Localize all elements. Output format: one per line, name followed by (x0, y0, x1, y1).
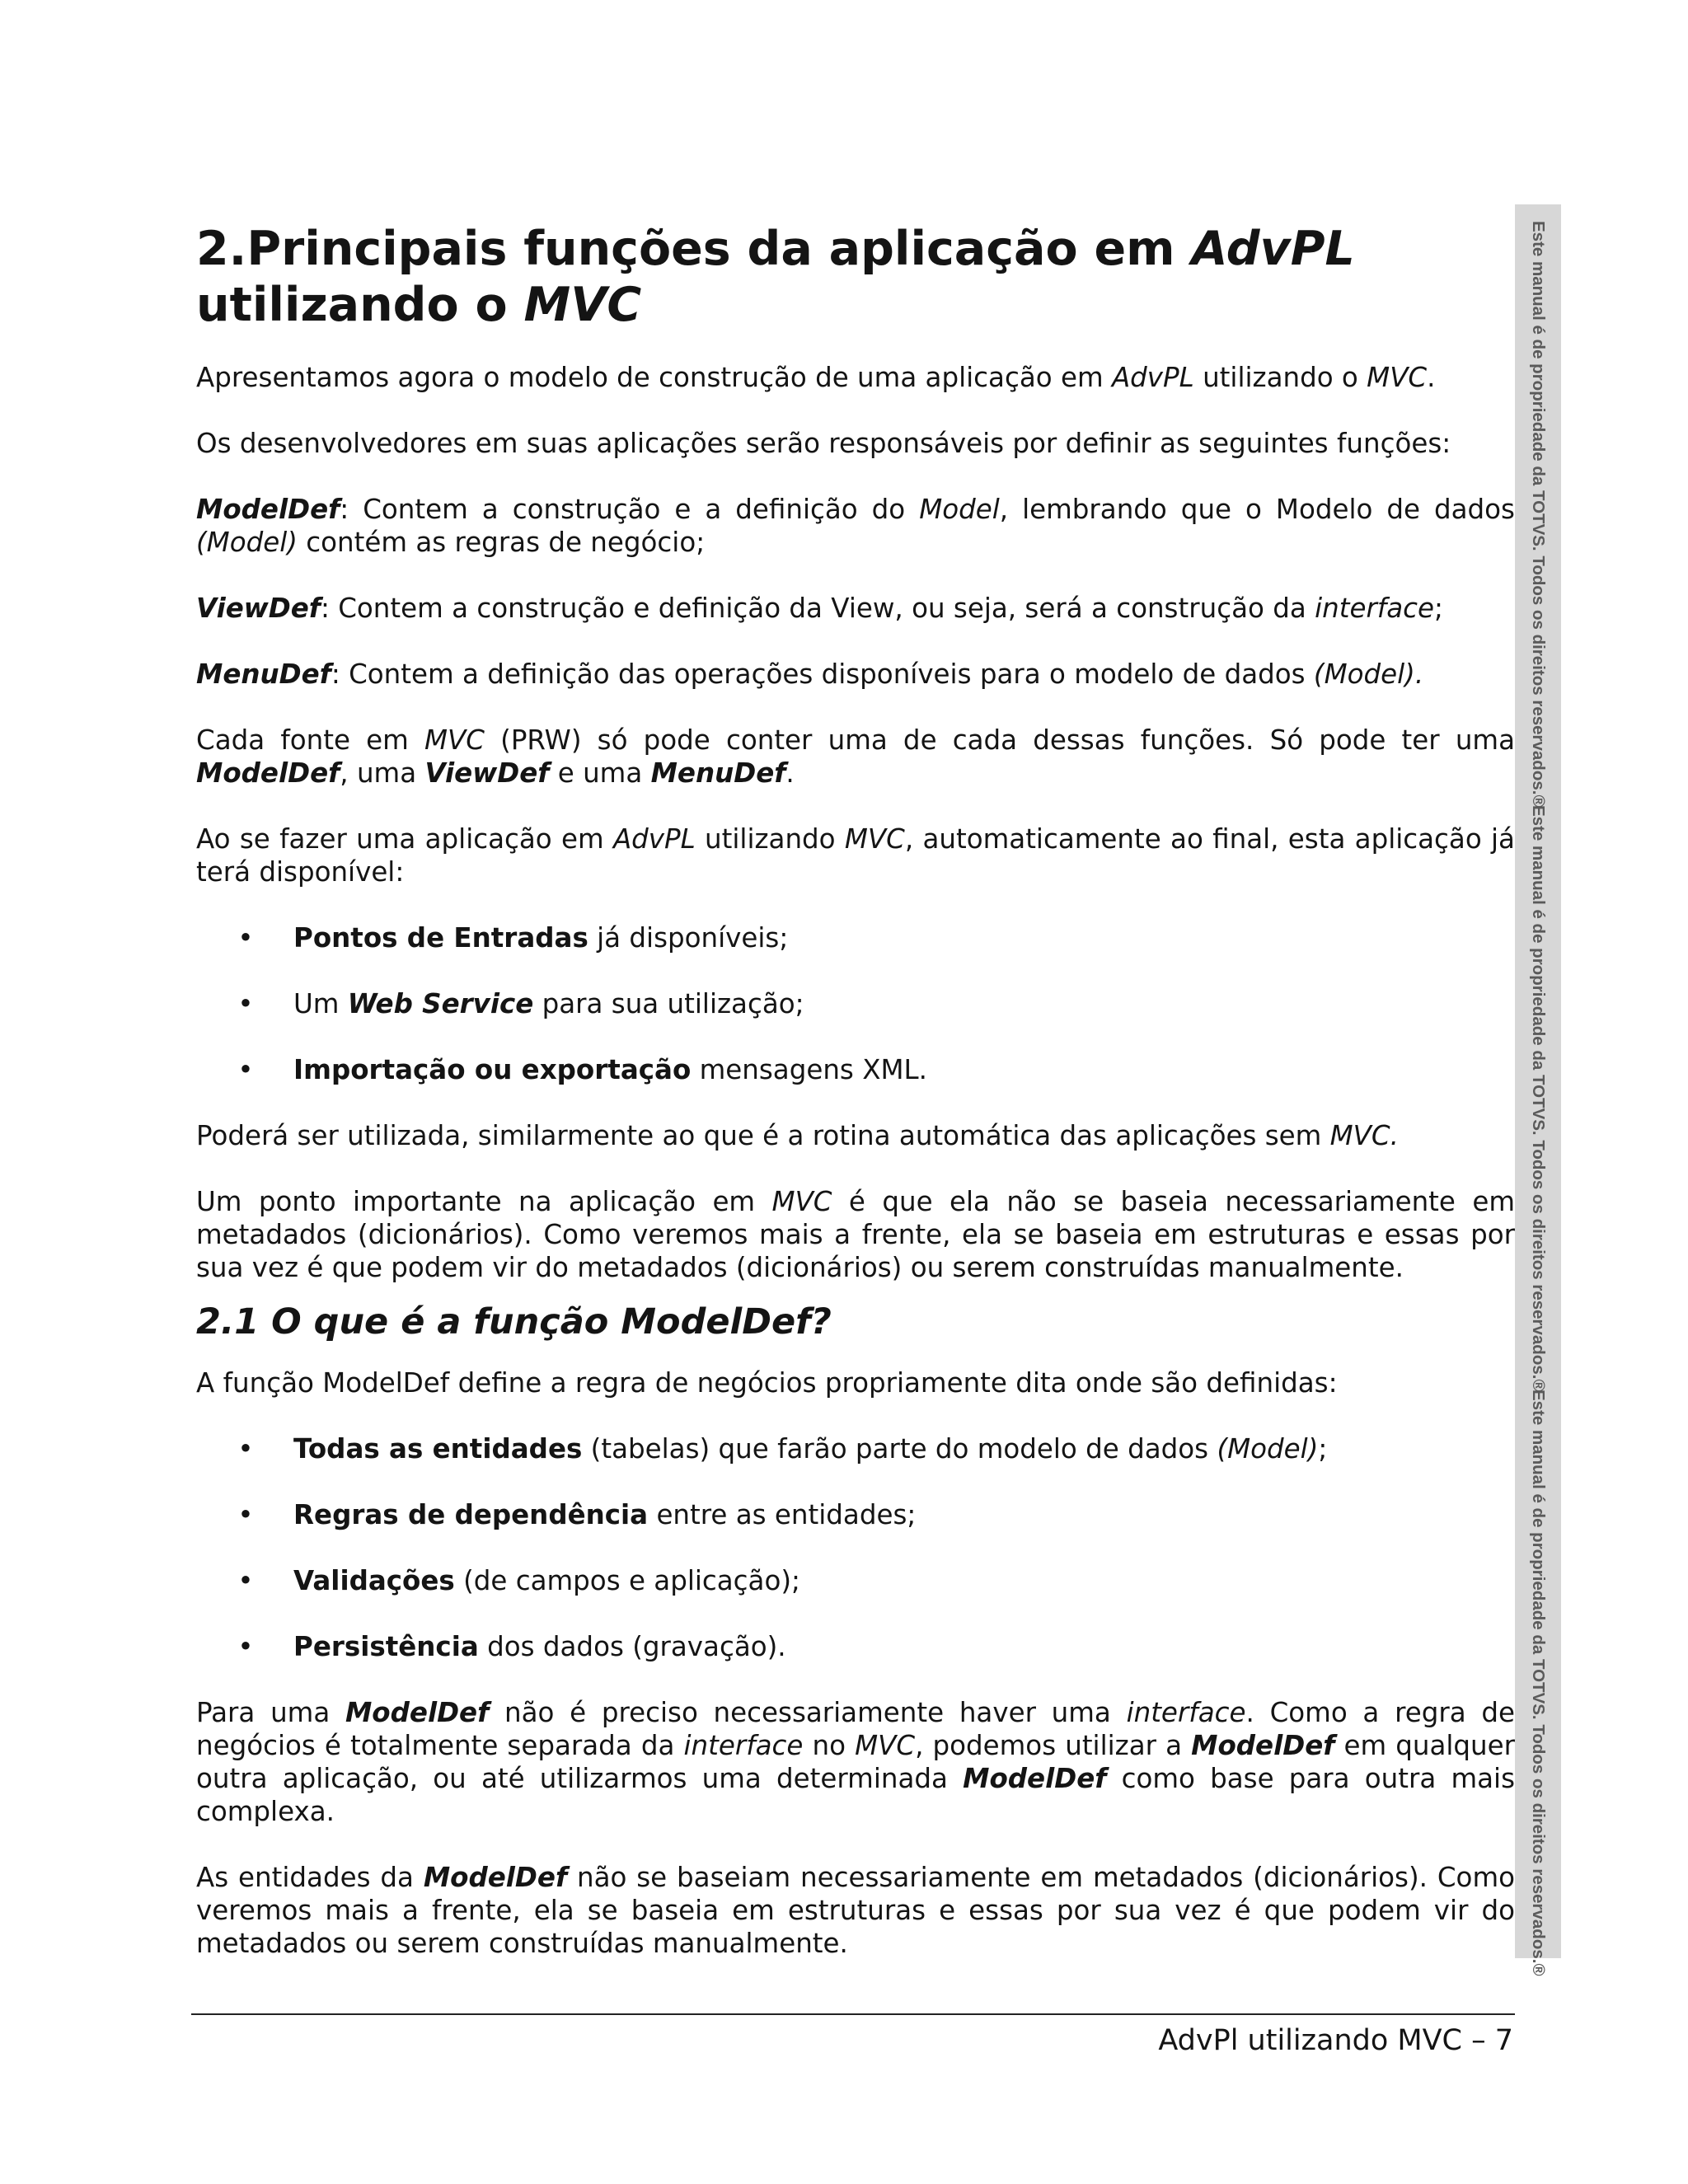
list-item: • Validações (de campos e aplicação); (237, 1565, 800, 1596)
sidebar-segment (1515, 204, 1561, 808)
copyright-notice: Este manual é de propriedade da TOTVS. Todos os direitos reservados.® (1529, 1390, 1548, 1976)
sidebar-segment (1515, 789, 1561, 1392)
page-content (196, 221, 1515, 1960)
list-item: • Regras de dependência entre as entidades; (237, 1499, 917, 1530)
bullet-icon: • (237, 922, 254, 954)
list-item: • Pontos de Entradas já disponíveis; (237, 922, 789, 954)
paragraph-cada-fonte: Cada fonte em MVC (PRW) só pode conter uma de cada dessas funções. Só pode ter uma ModelDef, uma ViewDef e uma MenuDef. (196, 724, 1516, 789)
paragraph-podera: Poderá ser utilizada, similarmente ao que é a rotina automática das aplicações sem MVC. (196, 1120, 1399, 1151)
list-item: • Persistência dos dados (gravação). (237, 1631, 786, 1662)
copyright-notice: Este manual é de propriedade da TOTVS. Todos os direitos reservados.® (1529, 221, 1548, 808)
sidebar-segment (1515, 1373, 1561, 1976)
paragraph-modeldef: ModelDef: Contem a construção e a definição do Model, lembrando que o Modelo de dados (Model) contém as regras de negócio; (196, 494, 1515, 558)
bullet-list-modeldef (196, 1432, 1515, 1663)
chapter-title: 2.Principais funções da aplicação em AdvPL utilizando o MVC (196, 222, 1355, 332)
paragraph-menudef: MenuDef: Contem a definição das operações disponíveis para o modelo de dados (Model). (196, 658, 1424, 690)
paragraph-para-uma: Para uma ModelDef não é preciso necessariamente haver uma interface. Como a regra de negócios é totalmente separada da interface no MVC, podemos utilizar a ModelDef em qualquer outra aplicação, ou até utilizarmos uma determinada ModelDef como base para outra mais complexa. (196, 1697, 1516, 1827)
paragraph-intro: Apresentamos agora o modelo de construção de uma aplicação em AdvPL utilizando o MVC. (196, 362, 1436, 393)
paragraph-entidades: As entidades da ModelDef não se baseiam necessariamente em metadados (dicionários). Como veremos mais a frente, ela se baseia em estruturas e essas por sua vez é que podem vir do metadados ou serem construídas manualmente. (196, 1862, 1515, 1959)
list-item: • Todas as entidades (tabelas) que farão parte do modelo de dados (Model); (237, 1433, 1328, 1465)
section-title: 2.1 O que é a função ModelDef? (196, 1301, 832, 1343)
copyright-notice: Este manual é de propriedade da TOTVS. Todos os direitos reservados.® (1529, 805, 1548, 1392)
bullet-icon: • (237, 988, 254, 1019)
list-item: • Um Web Service para sua utilização; (237, 988, 804, 1019)
page-footer: AdvPl utilizando MVC – 7 (1158, 2024, 1513, 2057)
list-item: • Importação ou exportação mensagens XML. (237, 1054, 927, 1085)
paragraph-ao-se-fazer: Ao se fazer uma aplicação em AdvPL utilizando MVC, automaticamente ao final, esta aplicação já terá disponível: (196, 823, 1515, 888)
bullet-icon: • (237, 1499, 254, 1530)
paragraph-developers: Os desenvolvedores em suas aplicações serão responsáveis por definir as seguintes funções: (196, 428, 1451, 459)
copyright-sidebar (1515, 204, 1561, 1976)
footer-divider (191, 2013, 1515, 2015)
paragraph-a-funcao: A função ModelDef define a regra de negócios propriamente dita onde são definidas: (196, 1367, 1338, 1399)
paragraph-ponto-importante: Um ponto importante na aplicação em MVC é que ela não se baseia necessariamente em metadados (dicionários). Como veremos mais a frente, ela se baseia em estruturas e essas por sua vez é que podem vir do metadados (dicionários) ou serem construídas manualmente. (196, 1186, 1515, 1283)
paragraph-viewdef: ViewDef: Contem a construção e definição da View, ou seja, será a construção da interface; (196, 593, 1443, 624)
bullet-list-features (196, 921, 1515, 1086)
bullet-icon: • (237, 1565, 254, 1596)
bullet-icon: • (237, 1054, 254, 1085)
bullet-icon: • (237, 1433, 254, 1465)
bullet-icon: • (237, 1631, 254, 1662)
